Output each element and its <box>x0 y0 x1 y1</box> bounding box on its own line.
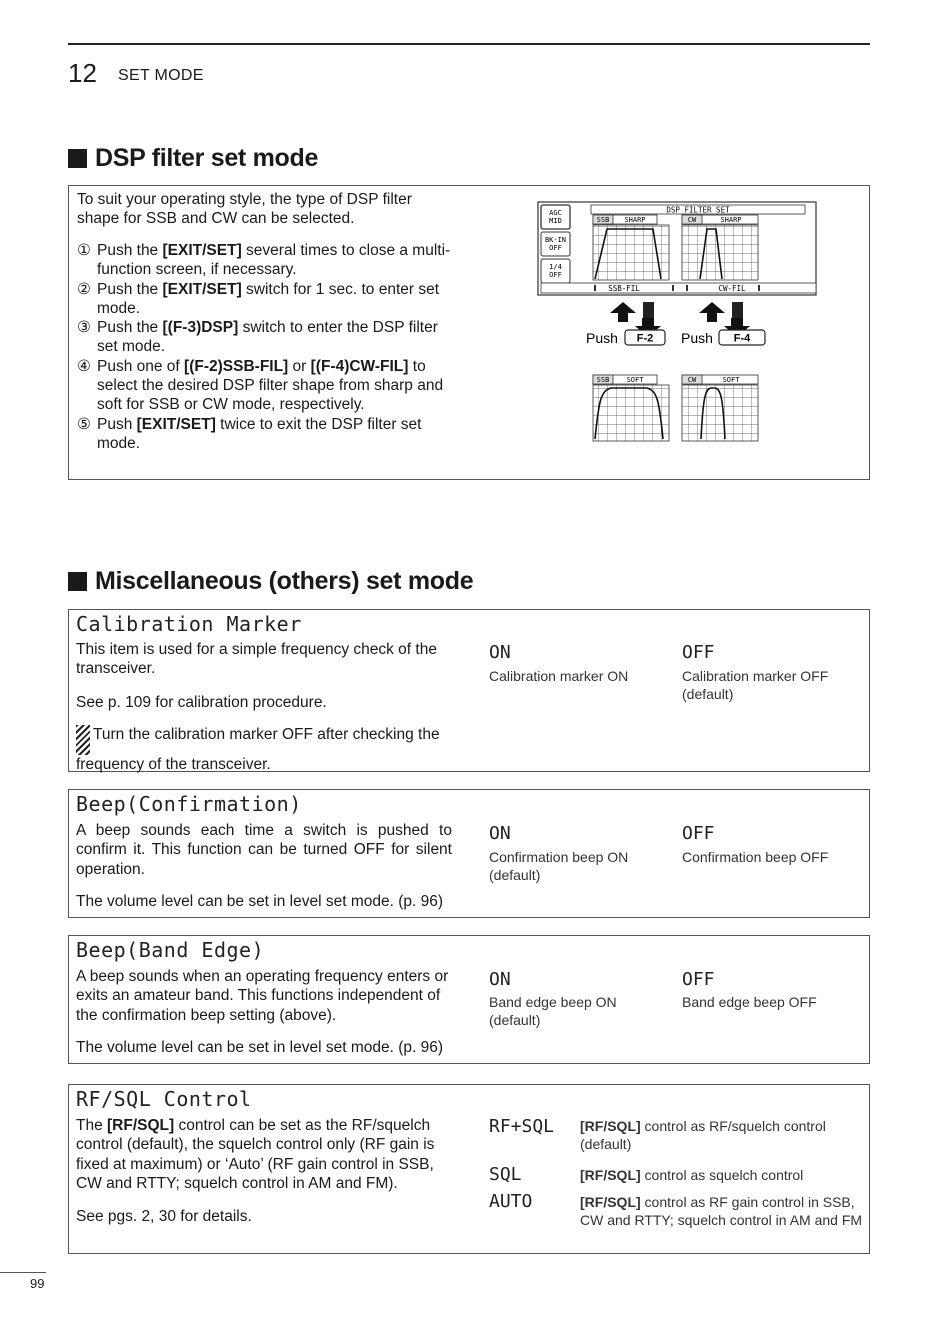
rfsql-see: See pgs. 2, 30 for details. <box>76 1208 252 1225</box>
agc-label: AGC <box>549 209 562 217</box>
calibration-heading: Calibration Marker <box>76 612 302 636</box>
chapter-number: 12 <box>68 58 97 88</box>
dsp-box <box>68 185 870 480</box>
lcd-title: DSP FILTER SET <box>666 205 730 215</box>
agc-value: MID <box>549 217 562 225</box>
dsp-section-title <box>68 144 318 173</box>
rfsql-desc-key: [RF/SQL] <box>107 1117 175 1134</box>
section-square-icon <box>68 149 87 168</box>
rfsql-opt-auto-desc <box>580 1193 865 1229</box>
step-number: ② <box>77 280 91 298</box>
beep-band-vol: The volume level can be set in level set mode. (p. 96) <box>76 1039 444 1056</box>
push-f2-text: Push <box>586 330 618 346</box>
rfsql-opt-auto: AUTO <box>489 1191 533 1212</box>
push-f4-text: Push <box>681 330 713 346</box>
opt-key: [RF/SQL] <box>580 1118 641 1134</box>
step-key: [EXIT/SET] <box>162 242 242 259</box>
up-arrow-icon <box>610 302 636 322</box>
rfsql-desc-text: The <box>76 1117 108 1134</box>
opt-text: control as RF/squelch control (default) <box>580 1118 826 1152</box>
section-square-icon <box>68 572 87 591</box>
beep-conf-opt-on-desc: Confirmation beep ON (default) <box>489 849 629 883</box>
calibration-desc: This item is used for a simple frequency check of the transceiver. <box>76 641 437 678</box>
step-number: ① <box>77 242 91 259</box>
dsp-screen-illustration <box>535 199 825 459</box>
step-key: [EXIT/SET] <box>162 280 242 298</box>
step-number: ⑤ <box>77 415 91 433</box>
calibration-opt-on: ON <box>489 642 511 663</box>
step-text: to select the desired DSP filter shape from sharp and soft for SSB or CW mode, respectively. <box>97 357 444 414</box>
opt-text: control as squelch control <box>640 1167 804 1183</box>
beep-conf-opt-on: ON <box>489 823 511 844</box>
footer-rule <box>0 1272 46 1273</box>
ssb-fil-label: SSB-FIL <box>608 284 640 293</box>
rfsql-opt-rfsql: RF+SQL <box>489 1116 555 1137</box>
lcd-side-buttons <box>541 205 570 283</box>
step-text: switch to enter the DSP filter set mode. <box>97 319 438 356</box>
beep-conf-desc: A beep sounds each time a switch is pushed to confirm it. This function can be turned OFF for silent operation. <box>76 822 452 878</box>
calibration-note <box>76 725 454 774</box>
beep-conf-opt-off: OFF <box>682 823 715 844</box>
calibration-opt-off-desc: Calibration marker OFF (default) <box>682 668 829 702</box>
rfsql-opt-sql: SQL <box>489 1164 522 1185</box>
step-text: twice to exit the DSP filter set mode. <box>97 415 422 452</box>
quarter-label: 1/4 <box>549 263 562 271</box>
step-text: switch for 1 sec. to enter set mode. <box>97 280 440 317</box>
arrow-stem <box>643 302 654 319</box>
rf-sql-control-box <box>68 1084 870 1254</box>
ssb-sharp-grid <box>593 225 669 280</box>
step-key: [EXIT/SET] <box>136 415 216 433</box>
cw-sharp-grid <box>682 225 758 280</box>
dsp-step-4 <box>77 357 451 415</box>
step-text: Push the <box>97 280 163 298</box>
note-hatch-icon <box>76 725 90 755</box>
top-rule <box>68 43 870 45</box>
cw-fil-label: CW-FIL <box>718 284 746 293</box>
beep-band-opt-off-desc: Band edge beep OFF <box>682 994 817 1010</box>
up-arrow-icon <box>699 302 725 322</box>
bkin-value: OFF <box>549 244 562 252</box>
step-text: Push one of <box>97 357 185 375</box>
beep-band-edge-box <box>68 935 870 1064</box>
cw-tab-value: SHARP <box>720 216 742 224</box>
misc-section-title <box>68 567 473 596</box>
arrow-stem <box>732 302 743 319</box>
dsp-step-2 <box>77 280 451 319</box>
f4-key-label: F-4 <box>733 332 751 345</box>
rfsql-desc <box>76 1116 454 1193</box>
opt-key: [RF/SQL] <box>580 1167 641 1183</box>
bkin-label: BK-IN <box>544 236 567 244</box>
step-text: or <box>288 357 311 375</box>
ssb-tab-value: SHARP <box>624 216 646 224</box>
step-key: [(F-2)SSB-FIL] <box>184 357 289 375</box>
lcd-bottom-bar <box>541 283 816 293</box>
dsp-title-text: DSP filter set mode <box>95 144 319 172</box>
step-number: ③ <box>77 319 91 337</box>
beep-band-opt-off: OFF <box>682 969 715 990</box>
calibration-marker-box <box>68 609 870 772</box>
ssb-tab-label: SSB <box>596 216 610 224</box>
page-number: 99 <box>30 1276 45 1291</box>
beep-conf-heading: Beep(Confirmation) <box>76 792 302 816</box>
dsp-steps <box>77 241 451 453</box>
step-key: [(F-3)DSP] <box>162 319 239 337</box>
dsp-step-1 <box>77 241 451 280</box>
cw-soft-value: SOFT <box>722 376 740 384</box>
ssb-soft-value: SOFT <box>626 376 644 384</box>
calibration-note-text: Turn the calibration marker OFF after checking the frequency of the transceiver. <box>76 726 440 773</box>
calibration-opt-off: OFF <box>682 642 715 663</box>
dsp-step-3 <box>77 318 451 357</box>
ssb-soft-label: SSB <box>596 376 610 384</box>
rfsql-opt-sql-desc <box>580 1166 865 1184</box>
dsp-intro: To suit your operating style, the type of DSP filter shape for SSB and CW can be selected. <box>77 191 412 228</box>
cw-tab-label: CW <box>687 216 697 224</box>
rfsql-heading: RF/SQL Control <box>76 1087 252 1111</box>
step-text: several times to close a multi-function screen, if necessary. <box>97 242 451 279</box>
beep-confirmation-box <box>68 789 870 918</box>
beep-band-opt-on-desc: Band edge beep ON (default) <box>489 994 617 1028</box>
step-text: Push the <box>97 319 163 337</box>
beep-band-desc: A beep sounds when an operating frequency enters or exits an amateur band. This functions independent of the confirmation beep setting (above). <box>76 968 449 1024</box>
chapter-title: SET MODE <box>118 67 204 84</box>
rfsql-desc-text: control can be set as the RF/squelch control (default), the squelch control only (RF gain is fixed at maximum) or ‘Auto’ (RF gain control in SSB, CW and RTTY; squelch control in AM and FM). <box>76 1117 435 1192</box>
step-text: Push <box>97 415 137 433</box>
step-text: Push the <box>97 242 163 259</box>
opt-text: control as RF gain control in SSB, CW and RTTY; squelch control in AM and FM <box>580 1194 863 1228</box>
calibration-see: See p. 109 for calibration procedure. <box>76 694 327 711</box>
rfsql-opt-rfsql-desc <box>580 1117 865 1153</box>
cw-soft-label: CW <box>687 376 697 384</box>
beep-band-heading: Beep(Band Edge) <box>76 938 265 962</box>
quarter-value: OFF <box>549 271 562 279</box>
beep-conf-vol: The volume level can be set in level set mode. (p. 96) <box>76 893 444 910</box>
calibration-opt-on-desc: Calibration marker ON <box>489 668 629 684</box>
opt-key: [RF/SQL] <box>580 1194 641 1210</box>
step-number: ④ <box>77 357 91 375</box>
dsp-step-5 <box>77 415 451 454</box>
misc-title-text: Miscellaneous (others) set mode <box>95 567 474 595</box>
f2-key-label: F-2 <box>636 332 654 345</box>
beep-band-opt-on: ON <box>489 969 511 990</box>
lcd-frame <box>538 202 816 295</box>
beep-conf-opt-off-desc: Confirmation beep OFF <box>682 849 829 865</box>
step-key: [(F-4)CW-FIL] <box>310 357 409 375</box>
